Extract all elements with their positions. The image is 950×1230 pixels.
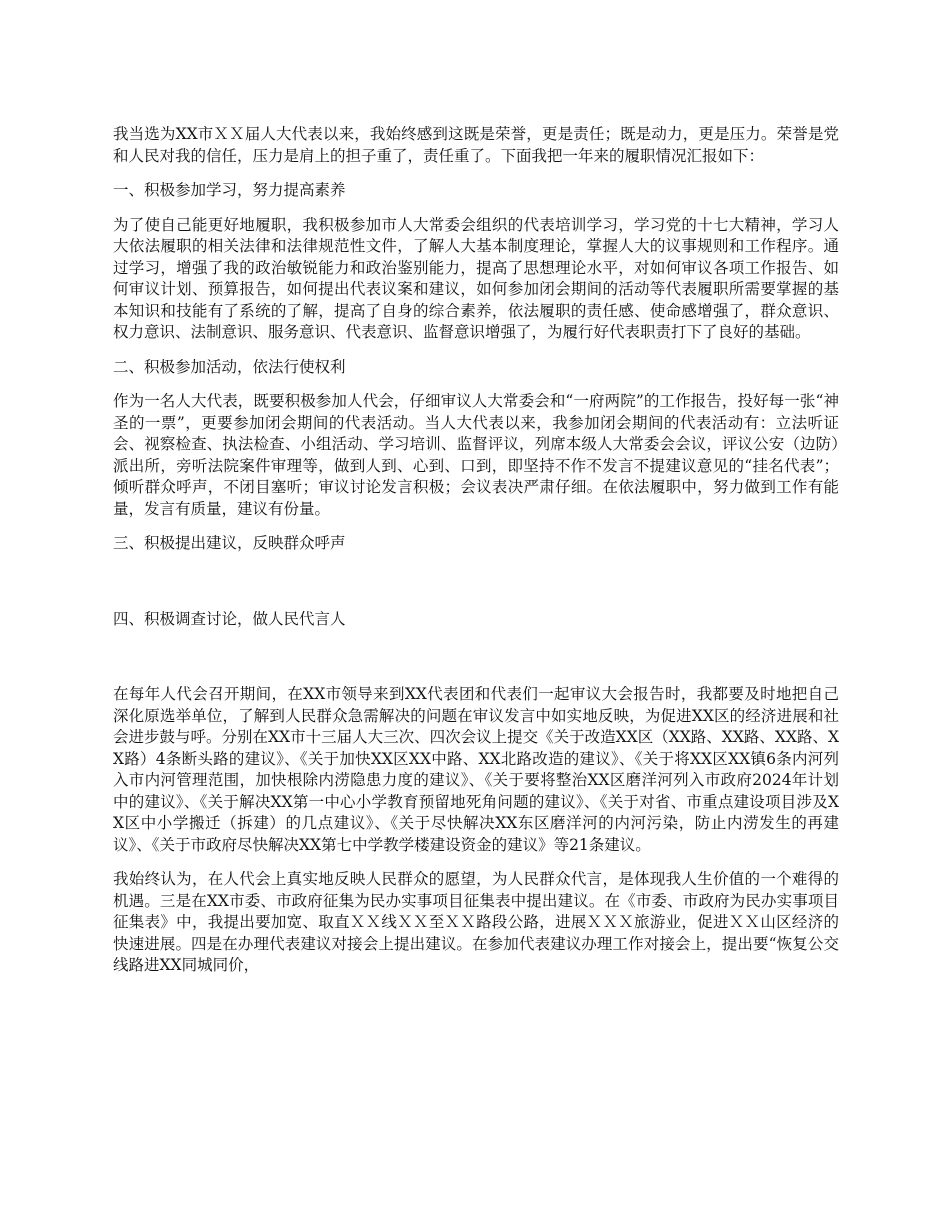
section-2-paragraph: 作为一名人大代表，既要积极参加人代会，仔细审议人大常委会和“一府两院”的工作报告，投好每一张“神圣的一票”，更要参加闭会期间的代表活动。当人大代表以来，我参加闭会期间的代表活动有：立法听证会、视察检查、执法检查、小组活动、学习培训、监督评议，列席本级人大常委会会议，评议公安（边防）派出所，旁听法院案件审理等，做到人到、心到、口到，即坚持不作不发言不提建议意见的“挂名代表”；倾听群众呼声，不闭目塞听；审议讨论发言积极；会议表决严肃仔细。在依法履职中，努力做到工作有能量，发言有质量，建议有份量。 <box>113 392 839 518</box>
document-page <box>113 124 839 977</box>
spacer <box>113 630 839 684</box>
section-3-heading: 三、积极提出建议，反映群众呼声 <box>113 534 346 552</box>
spacer <box>113 344 839 357</box>
section-4-paragraph-2: 我始终认为，在人代会上真实地反映人民群众的愿望，为人民群众代言，是体现我人生价值的一个难得的机遇。三是在XX市委、市政府征集为民办实事项目征集表中提出建议。在《市委、市政府为民办实事项目征集表》中，我提出要加宽、取直ＸＸ线ＸＸ至ＸＸ路段公路，进展ＸＸＸ旅游业，促进ＸＸ山区经济的快速进展。四是在办理代表建议对接会上提出建议。在参加代表建议办理工作对接会上，提出要“恢复公交线路进XX同城同价， <box>113 870 839 974</box>
section-4-heading: 四、积极调查讨论，做人民代言人 <box>113 609 346 628</box>
spacer <box>113 378 839 391</box>
spacer <box>113 555 839 609</box>
section-1-paragraph: 为了使自己能更好地履职，我积极参加市人大常委会组织的代表培训学习，学习党的十七大精神，学习人大依法履职的相关法律和法律规范性文件，了解人大基本制度理论，掌握人大的议事规则和工作程序。通过学习，增强了我的政治敏锐能力和政治鉴别能力，提高了思想理论水平，对如何审议各项工作报告、如何审议计划、预算报告，如何提出代表议案和建议，如何参加闭会期间的活动等代表履职所需要掌握的基本知识和技能有了系统的了解，提高了自身的综合素养，依法履职的责任感、使命感增强了，群众意识、权力意识、法制意识、服务意识、代表意识、监督意识增强了，为履行好代表职责打下了良好的基础。 <box>113 215 839 341</box>
spacer <box>113 856 839 869</box>
intro-paragraph: 我当选为XX市ＸＸ届人大代表以来，我始终感到这既是荣誉，更是责任；既是动力，更是压力。荣誉是党和人民对我的信任，压力是肩上的担子重了，责任重了。下面我把一年来的履职情况汇报如下： <box>113 125 839 165</box>
spacer <box>113 167 839 180</box>
section-2-heading: 二、积极参加活动，依法行使权利 <box>113 357 346 376</box>
spacer <box>113 202 839 215</box>
section-4-paragraph-1: 在每年人代会召开期间，在XX市领导来到XX代表团和代表们一起审议大会报告时，我都要及时地把自己深化原选举单位，了解到人民群众急需解决的问题在审议发言中如实地反映，为促进XX区的经济进展和社会进步鼓与呼。分别在XX市十三届人大三次、四次会议上提交《关于改造XX区（XX路、XX路、XX路、XX路）4条断头路的建议》、《关于加快XX区XX中路、XX北路改造的建议》、《关于将XX区XX镇6条内河列入市内河管理范围，加快根除内涝隐患力度的建议》、《关于要将整治XX区磨洋河列入市政府2024年计划中的建议》、《关于解决XX第一中心小学教育预留地死角问题的建议》、《关于对省、市重点建设项目涉及XX区中小学搬迁（拆建）的几点建议》、《关于尽快解决XX东区磨洋河的内河污染，防止内涝发生的再建议》、《关于市政府尽快解决XX第七中学教学楼建设资金的建议》等21条建议。 <box>113 685 839 854</box>
section-1-heading: 一、积极参加学习，努力提高素养 <box>113 181 346 199</box>
spacer <box>113 520 839 533</box>
